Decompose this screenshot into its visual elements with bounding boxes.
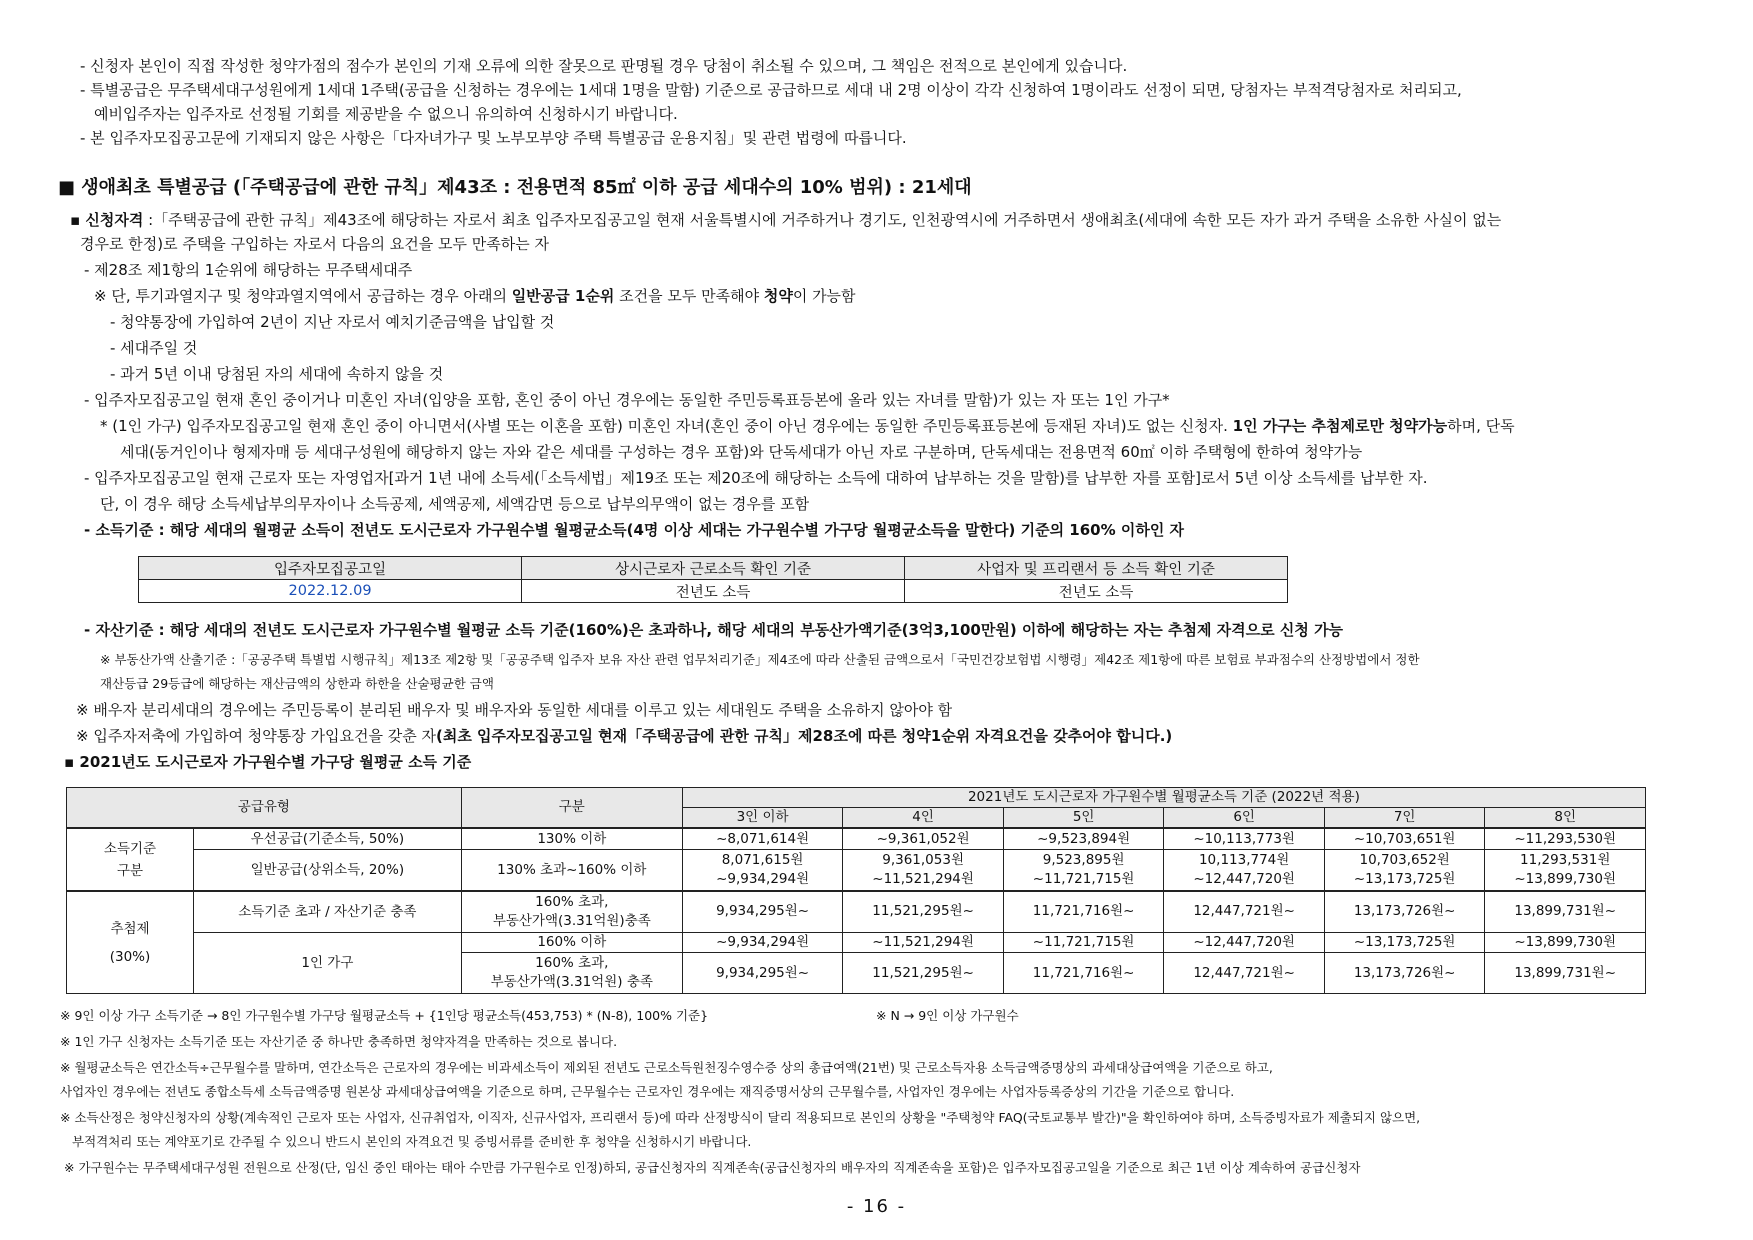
income-check-table (138, 556, 1288, 603)
table-cell: ~11,521,294원 (843, 932, 1004, 953)
table-cell (461, 953, 682, 994)
cell-line: 9,523,895원 (1042, 852, 1125, 868)
income-standard-table (66, 787, 1646, 994)
table-cell: 전년도 소득 (522, 580, 905, 603)
table-cell (461, 891, 682, 932)
footnote-2: ※ 1인 가구 신청자는 소득기준 또는 자산기준 중 하나만 충족하면 청약자격을 만족하는 것으로 봅니다. (60, 1034, 618, 1049)
table-cell (843, 850, 1004, 891)
group-subtypes (194, 829, 461, 890)
supply-type-single: 1인 가구 (301, 955, 354, 971)
asset-note-2: 재산등급 29등급에 해당하는 재산금액의 상한과 하한을 산술평균한 금액 (100, 676, 494, 691)
cell-line: 9,361,053원 (882, 852, 964, 868)
note-emphasis: 청약 (763, 287, 793, 305)
footnote-1: ※ 9인 이상 가구 소득기준 → 8인 가구원수별 가구당 월평균소득 + {1인당 평균소득(453,753) * (N-8), 100% 기준} (60, 1008, 709, 1023)
table-cell: 12,447,721원~ (1164, 891, 1325, 932)
table-cell (1164, 850, 1325, 891)
qualification-text: :「주택공급에 관한 규칙」제43조에 해당하는 자로서 최초 입주자모집공고일 현재 서울특별시에 거주하거나 경기도, 인천광역시에 거주하면서 생애최초(세대에 속한 모든 자가 과거 주택을 소유한 사실이 없는 (143, 211, 1502, 229)
cell-line: 10,703,652원 (1359, 852, 1450, 868)
cell-line: 160% 초과, (535, 893, 609, 910)
header-gubun: 구분 (461, 788, 682, 829)
table-cell: 13,899,731원~ (1485, 891, 1646, 932)
cell-line: ~12,447,720원 (1193, 871, 1295, 887)
cell-line: 부동산가액(3.31억원) 충족 (490, 974, 653, 991)
table-cell: 전년도 소득 (905, 580, 1288, 603)
table-cell: 11,521,295원~ (843, 891, 1004, 932)
qualification-line-9: 단, 이 경우 해당 소득세납부의무자이나 소득공제, 세액공제, 세액감면 등으로 납부의무액이 없는 경우를 포함 (100, 495, 810, 513)
note-emphasis: 1인 가구는 추첨제로만 청약가능 (1232, 417, 1448, 435)
table-cell: ~9,523,894원 (1003, 828, 1164, 850)
note-emphasis: (최초 입주자모집공고일 현재「주택공급에 관한 규칙」제28조에 따른 청약1순위 자격요건을 갖추어야 합니다.) (435, 727, 1173, 745)
group-label (67, 892, 194, 993)
header-household-size: 7인 (1324, 808, 1485, 829)
cell-line: ~13,899,730원 (1514, 871, 1617, 887)
group-subtypes (194, 892, 461, 993)
header-household-size: 5인 (1003, 808, 1164, 829)
note-text: * (1인 가구) 입주자모집공고일 현재 혼인 중이 아니면서(사별 또는 이혼을 포함) 미혼인 자녀(혼인 중이 아닌 경우에는 동일한 주민등록표등본에 등재된 자녀)도 없는 신청자. (100, 417, 1233, 435)
qualification-line-3: - 제28조 제1항의 1순위에 해당하는 무주택세대주 (84, 261, 413, 279)
table-cell (1485, 850, 1646, 891)
group-income-criterion (67, 828, 462, 891)
cell-line: 부동산가액(3.31억원)충족 (492, 912, 651, 929)
condition-3: - 과거 5년 이내 당첨된 자의 세대에 속하지 않을 것 (110, 365, 444, 383)
intro-line-3: 예비입주자는 입주자로 선정될 기회를 제공받을 수 없으니 유의하여 신청하시기 바랍니다. (94, 105, 678, 123)
note-text: 조건을 모두 만족해야 (614, 287, 764, 305)
income-criterion-line: - 소득기준 : 해당 세대의 월평균 소득이 전년도 도시근로자 가구원수별 월평균소득(4명 이상 세대는 가구원수별 가구당 월평균소득을 말한다) 기준의 160% 이하인 자 (84, 521, 1185, 539)
qualification-line-8: - 입주자모집공고일 현재 근로자 또는 자영업자[과거 1년 내에 소득세(「소득세법」제19조 또는 제20조에 해당하는 소득에 대하여 납부하는 것을 말함)를 납부한 자를 포함]로서 5년 이상 소득세를 납부한 자. (84, 469, 1428, 487)
cell-line: 10,113,774원 (1198, 852, 1290, 868)
table-row (67, 891, 1646, 932)
table-cell: ~9,934,294원 (682, 932, 843, 953)
cell-line: ~11,521,294원 (872, 871, 974, 887)
table-cell: ~11,721,715원 (1003, 932, 1164, 953)
note-text: ※ 입주자저축에 가입하여 청약통장 가입요건을 갖춘 자 (76, 727, 436, 745)
table-header-cell: 입주자모집공고일 (139, 557, 522, 580)
table-cell: ~9,361,052원 (843, 828, 1004, 850)
table-cell: 11,721,716원~ (1003, 891, 1164, 932)
qualification-line-1 (70, 210, 1501, 230)
announcement-date: 2022.12.09 (139, 580, 522, 603)
table-cell: 13,173,726원~ (1324, 953, 1485, 994)
note-emphasis: 일반공급 1순위 (511, 287, 615, 305)
table-cell: 11,521,295원~ (843, 953, 1004, 994)
footnote-3-b: 사업자인 경우에는 전년도 종합소득세 소득금액증명 원본상 과세대상급여액을 기준으로 하며, 근무월수는 근로자인 경우에는 재직증명서상의 근무월수를, 사업자인 경우에는 사업자등록증상의 기간을 기준으로 합니다. (60, 1084, 1235, 1099)
table-cell: 9,934,295원~ (682, 953, 843, 994)
table-cell (682, 850, 843, 891)
group-label (67, 829, 194, 890)
table-cell: ~12,447,720원 (1164, 932, 1325, 953)
header-household-size: 8인 (1485, 808, 1646, 829)
table-cell: 130% 이하 (461, 828, 682, 850)
cell-line: 160% 초과, (535, 955, 609, 972)
asset-criterion-line: - 자산기준 : 해당 세대의 전년도 도시근로자 가구원수별 월평균 소득 기준(160%)은 초과하나, 해당 세대의 부동산가액기준(3억3,100만원) 이하에 해당하는 자는 추첨제 자격으로 신청 가능 (84, 621, 1344, 639)
footnote-1-b: ※ N → 9인 이상 가구원수 (876, 1008, 1019, 1023)
table-cell: ~13,899,730원 (1485, 932, 1646, 953)
table-cell (1324, 850, 1485, 891)
footnote-4: ※ 소득산정은 청약신청자의 상황(계속적인 근로자 또는 사업자, 신규취업자, 이직자, 신규사업자, 프리랜서 등)에 따라 산정방식이 달리 적용되므로 본인의 상황을 "주택청약 FAQ(국토교통부 발간)"을 확인하여야 하며, 소득증빙자료가 제출되지 않으면, (60, 1110, 1421, 1125)
table-header-row (67, 788, 1646, 808)
table-cell: ~10,703,651원 (1324, 828, 1485, 850)
header-household-size: 4인 (843, 808, 1004, 829)
section-title: ■ 생애최초 특별공급 (「주택공급에 관한 규칙」제43조 : 전용면적 85㎡ 이하 공급 세대수의 10% 범위) : 21세대 (58, 177, 972, 198)
footnote-5: ※ 가구원수는 무주택세대구성원 전원으로 산정(단, 임신 중인 태아는 태아 수만큼 가구원수로 인정)하되, 공급신청자의 직계존속(공급신청자의 배우자의 직계존속을 포함)은 입주자모집공고일을 기준으로 최근 1년 이상 계속하여 공급신청자 (64, 1160, 1361, 1175)
cell-line: 11,293,531원 (1520, 852, 1611, 868)
table-cell: 160% 이하 (461, 932, 682, 953)
table-header-row (139, 557, 1288, 580)
header-supply-type: 공급유형 (67, 788, 462, 829)
note-text: ※ 단, 투기과열지구 및 청약과열지역에서 공급하는 경우 아래의 (94, 287, 512, 305)
cell-line: ~9,934,294원 (716, 871, 810, 887)
intro-line-2: - 특별공급은 무주택세대구성원에게 1세대 1주택(공급을 신청하는 경우에는 1세대 1명을 말함) 기준으로 공급하므로 세대 내 2명 이상이 각각 신청하여 1명이라도 선정이 되면, 당첨자는 부적격당첨자로 처리되고, (80, 81, 1462, 99)
table-cell: ~10,113,773원 (1164, 828, 1325, 850)
condition-2: - 세대주일 것 (110, 339, 198, 357)
header-income-group: 2021년도 도시근로자 가구원수별 월평균소득 기준 (2022년 적용) (682, 788, 1645, 808)
table-cell: 11,721,716원~ (1003, 953, 1164, 994)
table-cell: 9,934,295원~ (682, 891, 843, 932)
group-lottery (67, 891, 462, 994)
asset-note-1: ※ 부동산가액 산출기준 :「공공주택 특별법 시행규칙」제13조 제2항 및「공공주택 입주자 보유 자산 관련 업무처리기준」제4조에 따라 산출된 금액으로서「국민건강보험법 시행령」제42조 제1항에 따른 보험료 부과점수의 산정방법에서 정한 (100, 652, 1420, 667)
intro-line-1: - 신청자 본인이 직접 작성한 청약가점의 점수가 본인의 기재 오류에 의한 잘못으로 판명될 경우 당첨이 취소될 수 있으며, 그 책임은 전적으로 본인에게 있습니다. (80, 57, 1128, 75)
asset-note-4 (76, 726, 1172, 746)
asset-note-3: ※ 배우자 분리세대의 경우에는 주민등록이 분리된 배우자 및 배우자와 동일한 세대를 이루고 있는 세대원도 주택을 소유하지 않아야 함 (76, 701, 953, 719)
income-table-subtitle: ▪ 2021년도 도시근로자 가구원수별 가구당 월평균 소득 기준 (64, 753, 472, 771)
condition-1: - 청약통장에 가입하여 2년이 지난 자로서 예치기준금액을 납입할 것 (110, 313, 555, 331)
cell-line: ~11,721,715원 (1032, 871, 1135, 887)
group-label-line: 소득기준 (103, 840, 157, 857)
footnote-4-b: 부적격처리 또는 계약포기로 간주될 수 있으니 반드시 본인의 자격요건 및 증빙서류를 준비한 후 청약을 신청하시기 바랍니다. (72, 1134, 752, 1149)
table-cell: 13,899,731원~ (1485, 953, 1646, 994)
note-text: 이 가능함 (792, 287, 856, 305)
table-row (67, 828, 1646, 850)
group-label-line: 추첨제 (110, 920, 150, 937)
header-household-size: 3인 이하 (682, 808, 843, 829)
table-header-cell: 상시근로자 근로소득 확인 기준 (522, 557, 905, 580)
qualification-line-4 (94, 286, 856, 306)
group-label-line: (30%) (109, 948, 151, 965)
qualification-label: ▪ 신청자격 (70, 211, 144, 229)
footnote-3: ※ 월평균소득은 연간소득÷근무월수를 말하며, 연간소득은 근로자의 경우에는 비과세소득이 제외된 전년도 근로소득원천징수영수증 상의 총급여액(21번) 및 근로소득자용 소득금액증명상의 과세대상급여액을 기준으로 하고, (60, 1060, 1273, 1075)
table-cell: ~11,293,530원 (1485, 828, 1646, 850)
intro-line-4: - 본 입주자모집공고문에 기재되지 않은 사항은「다자녀가구 및 노부모부양 주택 특별공급 운용지침」및 관련 법령에 따릅니다. (80, 129, 907, 147)
table-cell: 130% 초과~160% 이하 (461, 850, 682, 891)
table-header-cell: 사업자 및 프리랜서 등 소득 확인 기준 (905, 557, 1288, 580)
table-cell: ~8,071,614원 (682, 828, 843, 850)
table-cell: 13,173,726원~ (1324, 891, 1485, 932)
page-number: - 16 - (846, 1196, 907, 1217)
qualification-line-6 (100, 416, 1515, 436)
cell-line: 8,071,615원 (721, 852, 804, 868)
supply-type-priority: 우선공급(기준소득, 50%) (194, 829, 461, 850)
qualification-line-5: - 입주자모집공고일 현재 혼인 중이거나 미혼인 자녀(입양을 포함, 혼인 중이 아닌 경우에는 동일한 주민등록표등본에 올라 있는 자녀를 말함)가 있는 자 또는 1인 가구* (84, 391, 1170, 409)
table-row (139, 580, 1288, 603)
qualification-line-2: 경우로 한정)로 주택을 구입하는 자로서 다음의 요건을 모두 만족하는 자 (80, 235, 549, 253)
supply-type-general: 일반공급(상위소득, 20%) (250, 862, 405, 878)
table-cell: ~13,173,725원 (1324, 932, 1485, 953)
table-cell (1003, 850, 1164, 891)
note-text: 하며, 단독 (1447, 417, 1515, 435)
qualification-line-7: 세대(동거인이나 형제자매 등 세대구성원에 해당하지 않는 자와 같은 세대를 구성하는 경우 포함)와 단독세대가 아닌 자로 구분하며, 단독세대는 전용면적 60㎡ 이하 주택형에 한하여 청약가능 (120, 443, 1363, 461)
group-label-line: 구분 (116, 862, 144, 879)
supply-type-asset: 소득기준 초과 / 자산기준 충족 (194, 892, 461, 933)
cell-line: ~13,173,725원 (1353, 871, 1456, 887)
header-household-size: 6인 (1164, 808, 1325, 829)
table-cell: 12,447,721원~ (1164, 953, 1325, 994)
